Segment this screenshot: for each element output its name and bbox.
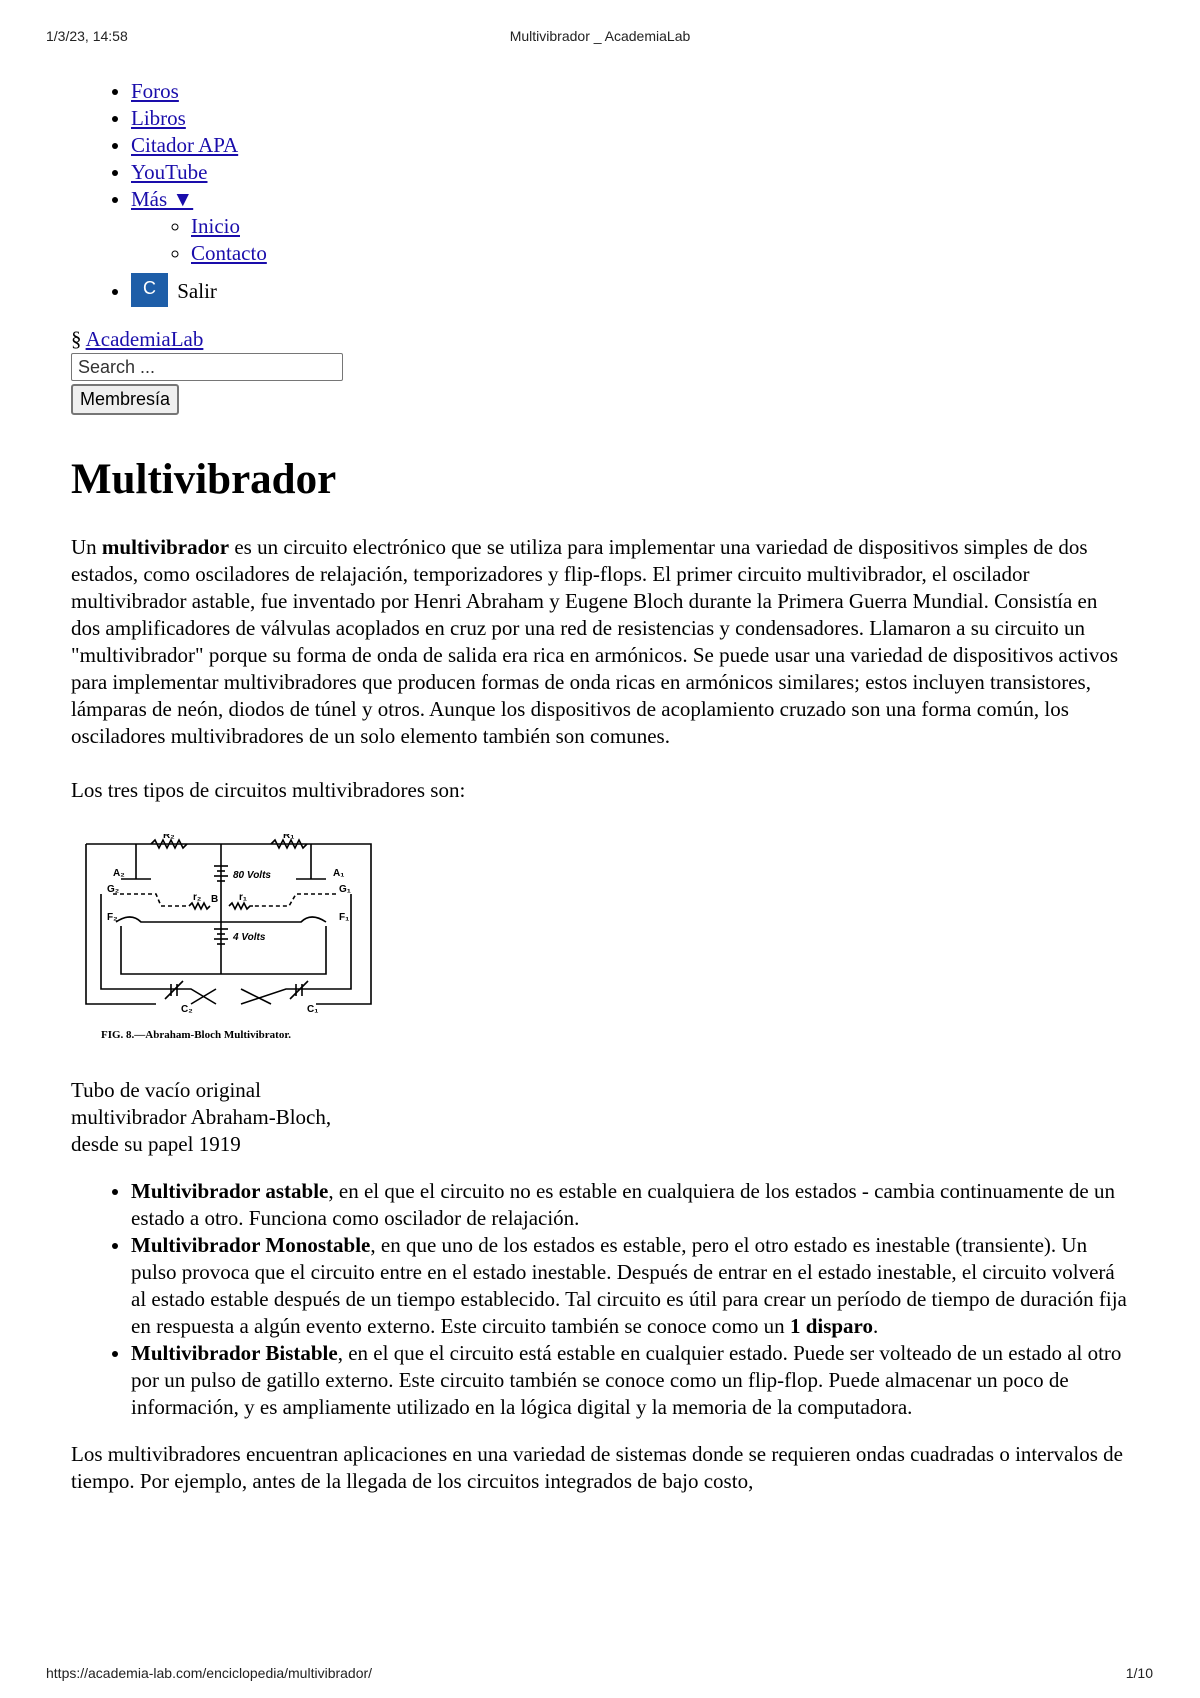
label-a2: A₂ — [113, 868, 125, 879]
nav-subitem-contacto — [191, 240, 1131, 267]
membership-button[interactable]: Membresía — [71, 384, 179, 415]
nav-subitem-inicio — [191, 213, 1131, 240]
intro-paragraph — [71, 534, 1131, 750]
page-title: Multivibrador — [71, 456, 337, 503]
nav-item-more — [131, 186, 1131, 267]
top-nav — [71, 78, 1131, 307]
label-r1: R₁ — [283, 834, 295, 841]
label-f2: F₂ — [107, 912, 118, 923]
nav-item-citador — [131, 132, 1131, 159]
caption-line-1: Tubo de vacío original — [71, 1078, 261, 1102]
abraham-bloch-diagram — [71, 834, 386, 1044]
image-caption — [71, 1077, 1131, 1158]
label-b: B — [211, 894, 219, 905]
label-r2: R₂ — [163, 834, 175, 841]
type-astable-text: , en el que el circuito no es estable en cualquiera de los estados - cambia continuamente de un estado a otro. Funciona como oscilador de relajación. — [131, 1179, 1115, 1230]
figure-caption: FIG. 8.—Abraham-Bloch Multivibrator. — [101, 1029, 291, 1041]
avatar[interactable]: C — [131, 273, 168, 307]
type-astable — [131, 1178, 1131, 1232]
brand — [71, 325, 1131, 353]
label-small-r2: r₂ — [193, 892, 202, 903]
caption-line-3: desde su papel 1919 — [71, 1132, 241, 1156]
caption-line-2: multivibrador Abraham-Bloch, — [71, 1105, 332, 1129]
nav-link-youtube[interactable]: YouTube — [131, 160, 208, 184]
nav-link-citador-apa[interactable]: Citador APA — [131, 133, 239, 157]
nav-item-libros — [131, 105, 1131, 132]
label-g1: G₁ — [339, 884, 351, 895]
label-80-volts: 80 Volts — [233, 870, 271, 881]
label-4-volts: 4 Volts — [233, 932, 266, 943]
type-monostable-bold-end: 1 disparo — [789, 1314, 873, 1338]
multivibrator-types-list — [71, 1178, 1131, 1421]
intro-prefix: Un — [71, 535, 97, 559]
type-bistable-name: Multivibrador Bistable — [131, 1341, 338, 1365]
label-a1: A₁ — [333, 868, 345, 879]
label-g2: G₂ — [107, 884, 120, 895]
nav-more-toggle[interactable]: Más ▼ — [131, 187, 194, 211]
label-c2: C₂ — [181, 1004, 193, 1015]
label-c1: C₁ — [307, 1004, 319, 1015]
print-page-number: 1/10 — [1125, 1665, 1153, 1681]
print-header — [0, 28, 1200, 48]
type-monostable-text: , en que uno de los estados es estable, pero el otro estado es inestable (transiente). Un pulso provoca que el circuito entre en el estado inestable. Después de entrar en el estado inestable, el circuito volverá al estado estable después de un tiempo establecido. Tal circuito es útil para crear un período de tiempo de duración fija en respuesta a algún evento externo. Este circuito también se conoce como un — [131, 1233, 1127, 1338]
label-small-r1: r₁ — [239, 892, 248, 903]
nav-link-contacto[interactable]: Contacto — [191, 241, 267, 265]
brand-link[interactable]: AcademiaLab — [85, 327, 204, 351]
nav-link-inicio[interactable]: Inicio — [191, 214, 240, 238]
nav-submenu — [131, 213, 1131, 267]
intro-body: es un circuito electrónico que se utiliza para implementar una variedad de dispositivos simples de dos estados, como osciladores de relajación, temporizadores y flip-flops. El primer circuito multivibrador, el oscilador multivibrador astable, fue inventado por Henri Abraham y Eugene Bloch durante la Primera Guerra Mundial. Consistía en dos amplificadores de válvulas acoplados en cruz por una red de resistencias y condensadores. Llamaron a su circuito un "multivibrador" porque su forma de onda de salida era rica en armónicos. Se puede usar una variedad de dispositivos activos para implementar multivibradores que producen formas de onda ricas en armónicos similares; estos incluyen transistores, lámparas de neón, diodos de túnel y otros. Aunque los dispositivos de acoplamiento cruzado son una forma común, los osciladores multivibradores de un solo elemento también son comunes. — [71, 535, 1118, 748]
print-datetime: 1/3/23, 14:58 — [46, 28, 128, 44]
nav-item-logout — [131, 273, 1131, 307]
nav-item-youtube — [131, 159, 1131, 186]
type-monostable-end: . — [873, 1314, 879, 1338]
label-f1: F₁ — [339, 912, 350, 923]
circuit-figure — [71, 834, 386, 1044]
nav-link-foros[interactable]: Foros — [131, 79, 179, 103]
type-bistable — [131, 1340, 1131, 1421]
nav-link-libros[interactable]: Libros — [131, 106, 186, 130]
type-monostable — [131, 1232, 1131, 1340]
closing-paragraph: Los multivibradores encuentran aplicaciones en una variedad de sistemas donde se requieren ondas cuadradas o intervalos de tiempo. Por ejemplo, antes de la llegada de los circuitos integrados de bajo costo, — [71, 1442, 1123, 1493]
intro-term: multivibrador — [101, 535, 230, 559]
type-astable-name: Multivibrador astable — [131, 1179, 329, 1203]
type-bistable-text: , en el que el circuito está estable en cualquier estado. Puede ser volteado de un estado al otro por un pulso de gatillo externo. Este circuito también se conoce como un flip-flop. Puede almacenar un poco de información, y es ampliamente utilizado en la lógica digital y la memoria de la computadora. — [131, 1341, 1122, 1419]
section-mark: § — [71, 327, 82, 351]
print-page-title: Multivibrador _ AcademiaLab — [509, 28, 691, 44]
type-monostable-name: Multivibrador Monostable — [131, 1233, 371, 1257]
logout-link[interactable]: Salir — [177, 279, 217, 303]
search-input[interactable] — [71, 353, 343, 381]
print-url: https://academia-lab.com/enciclopedia/multivibrador/ — [46, 1665, 373, 1681]
nav-item-foros — [131, 78, 1131, 105]
print-footer — [0, 1665, 1200, 1685]
types-intro: Los tres tipos de circuitos multivibradores son: — [71, 778, 466, 802]
page-content — [71, 78, 1131, 1495]
